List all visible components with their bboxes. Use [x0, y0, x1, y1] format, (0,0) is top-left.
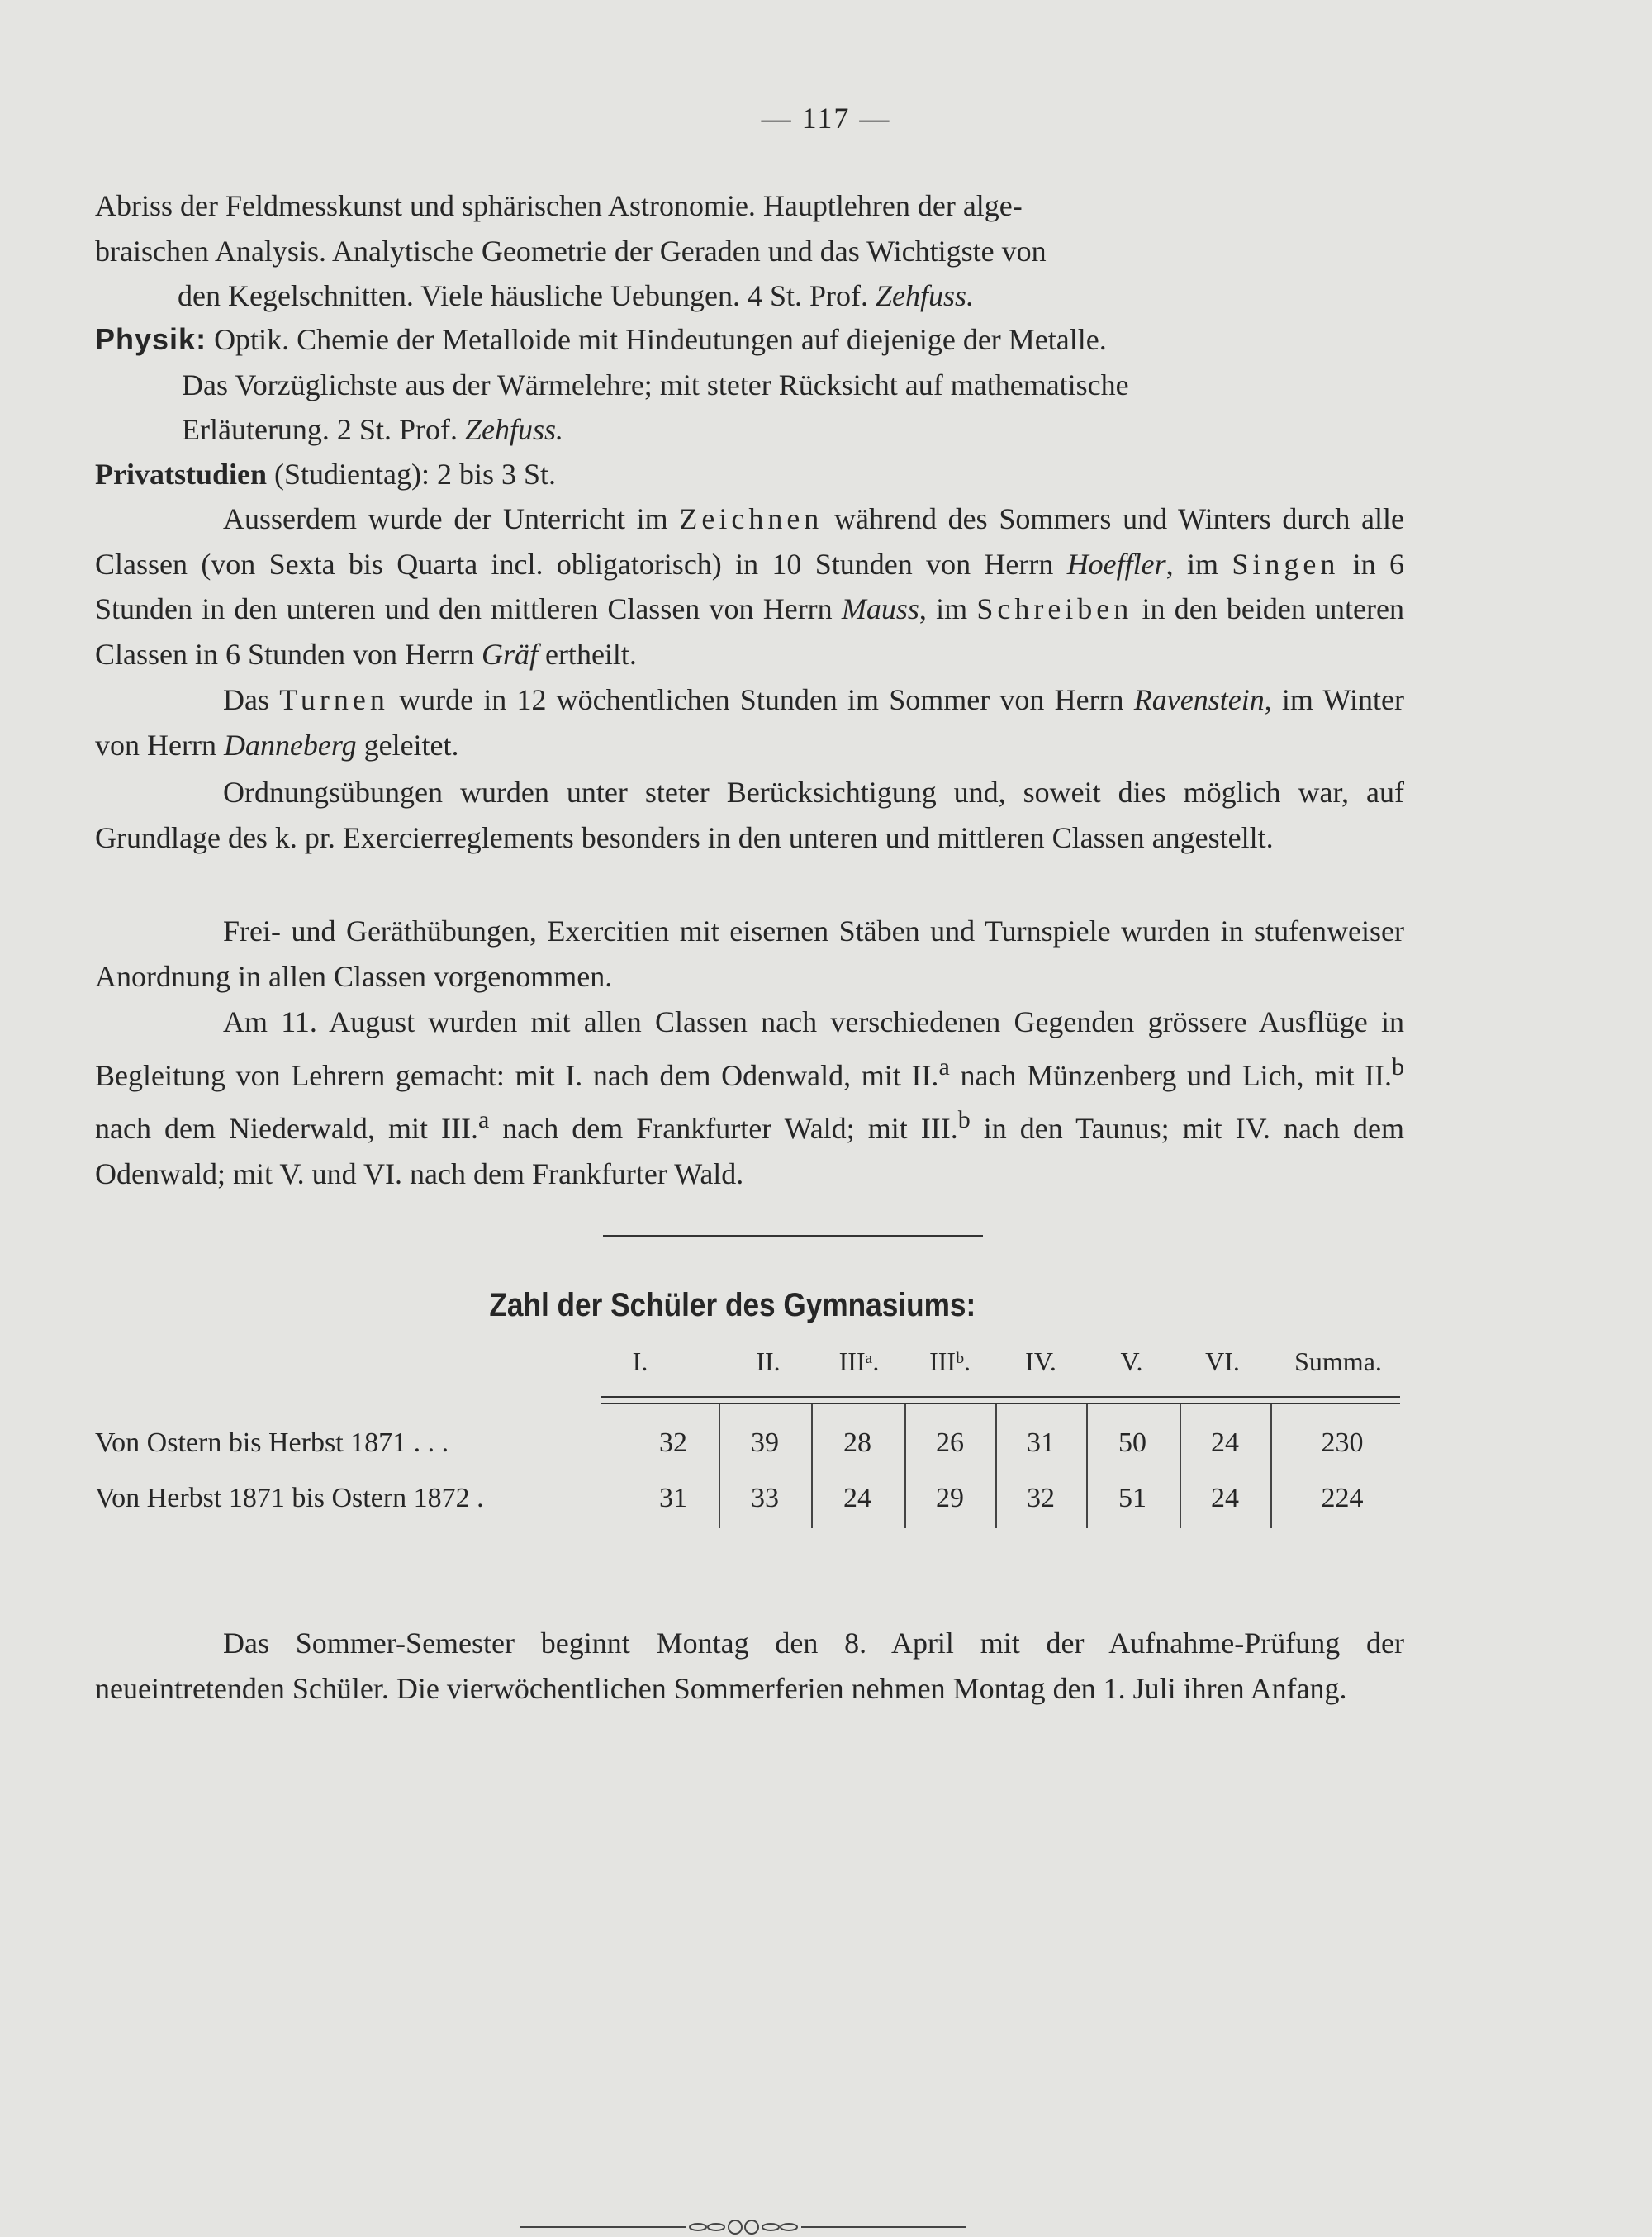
table-cell: 51 [1118, 1483, 1146, 1513]
table-cell: 32 [659, 1427, 687, 1458]
text: in den beiden unteren Classen in 6 Stunden von Herrn [95, 592, 1404, 671]
table-cell: 31 [659, 1483, 687, 1513]
teacher-name: Ravenstein [1133, 683, 1265, 716]
superscript: a [938, 1052, 950, 1081]
column-header: IV. [1025, 1346, 1056, 1376]
math-line-1: Abriss der Feldmesskunst und sphärischen Astronomie. Hauptlehren der alge- [95, 189, 1023, 222]
table-cell: 24 [843, 1483, 871, 1513]
table-cell: 29 [936, 1483, 964, 1513]
turnen-paragraph [95, 677, 1404, 767]
privat-text: (Studientag): 2 bis 3 St. [267, 458, 557, 491]
privat-paragraph [95, 452, 1404, 497]
physik-line-3: Erläuterung. 2 St. Prof. [182, 413, 465, 446]
table-cell: 50 [1118, 1427, 1146, 1458]
table-row-label: Von Herbst 1871 bis Ostern 1872 . [95, 1483, 484, 1513]
table-cell-total: 230 [1321, 1427, 1364, 1458]
table-cell: 31 [1027, 1427, 1055, 1458]
table-cell: 33 [751, 1483, 779, 1513]
text: nach dem Frankfurter Wald; mit III. [489, 1112, 958, 1145]
physik-label: Physik: [95, 322, 207, 356]
column-divider [1270, 1404, 1272, 1528]
text: nach Münzenberg und Lich, mit II. [949, 1058, 1392, 1092]
frei-paragraph: Frei- und Geräthübungen, Exercitien mit eisernen Stäben und Turnspiele wurden in stufenweiser Anordnung in allen Classen vorgenommen. [95, 914, 1404, 993]
superscript: b [1392, 1052, 1404, 1081]
column-header: IIIᵃ. [838, 1346, 880, 1376]
ornament-divider [520, 2217, 966, 2237]
table-rule-top [601, 1396, 1400, 1398]
text: , im Winter von Herrn [95, 683, 1404, 762]
teacher-name: Mauss [841, 592, 919, 625]
table-cell: 24 [1211, 1483, 1239, 1513]
section-divider [603, 1235, 983, 1237]
table-cell: 26 [936, 1427, 964, 1458]
teacher-name: Danneberg [223, 728, 357, 762]
privat-label: Privatstudien [95, 458, 268, 491]
text: Das [223, 683, 280, 716]
math-line-2: braischen Analysis. Analytische Geometrie der Geraden und das Wichtigste von [95, 234, 1047, 268]
teacher-name: Hoeffler [1066, 547, 1166, 581]
text: geleitet. [356, 728, 459, 762]
text: in den Taunus; mit IV. nach dem Odenwald; mit V. und VI. nach dem Frankfurter Wald. [95, 1112, 1404, 1190]
superscript: a [477, 1106, 490, 1133]
zeichnen-paragraph [95, 496, 1404, 677]
spaced-word: Turnen [279, 683, 389, 716]
text: nach dem Niederwald, mit III. [95, 1112, 478, 1145]
text: Ausserdem wurde der Unterricht im [223, 502, 680, 535]
august-paragraph [95, 1000, 1404, 1196]
column-header: IIIᵇ. [929, 1346, 971, 1376]
column-header: V. [1120, 1346, 1143, 1376]
teacher-name: Zehfuss. [875, 279, 975, 312]
physik-paragraph [95, 317, 1404, 453]
table-title: Zahl der Schüler des Gymnasiums: [489, 1287, 976, 1323]
spaced-word: Singen [1232, 547, 1340, 581]
teacher-name: Gräf [481, 637, 538, 671]
table-rule-top-second [601, 1403, 1400, 1404]
text: ertheilt. [537, 637, 637, 671]
sommer-paragraph: Das Sommer-Semester beginnt Montag den 8. April mit der Aufnahme-Prüfung der neueintretenden Schüler. Die vierwöchentlichen Sommerferien nehmen Montag den 1. Juli ihren Anfang. [95, 1627, 1404, 1705]
column-header: I. [632, 1346, 648, 1376]
ordnung-paragraph: Ordnungsübungen wurden unter steter Berücksichtigung und, soweit dies möglich war, auf Grundlage des k. pr. Exercierreglements besonders in den unteren und mittleren Classen angestellt. [95, 776, 1404, 854]
column-header: VI. [1205, 1346, 1240, 1376]
text: , im [919, 592, 977, 625]
table-cell: 24 [1211, 1427, 1239, 1458]
table-cell-total: 224 [1321, 1483, 1364, 1513]
text: Am 11. August wurden mit allen Classen nach verschiedenen Gegenden grössere Ausflüge in Begleitung von Lehrern gemacht: mit I. nach dem Odenwald, mit II. [95, 1005, 1404, 1092]
table-cell: 28 [843, 1427, 871, 1458]
text: wurde in 12 wöchentlichen Stunden im Sommer von Herrn [388, 683, 1134, 716]
table-cell: 32 [1027, 1483, 1055, 1513]
text: , im [1165, 547, 1232, 581]
column-header: II. [756, 1346, 781, 1376]
teacher-name: Zehfuss. [464, 413, 563, 446]
table-cell: 39 [751, 1427, 779, 1458]
page-number: — 117 — [761, 102, 891, 135]
spaced-word: Schreiben [976, 592, 1133, 625]
text: während des Sommers und Winters durch alle Classen (von Sexta bis Quarta incl. obligatorisch) in 10 Stunden von Herrn [95, 502, 1404, 581]
superscript: b [957, 1106, 971, 1133]
math-paragraph [95, 183, 1404, 319]
spaced-word: Zeichnen [679, 502, 824, 535]
text: in 6 Stunden in den unteren und den mittleren Classen von Herrn [95, 547, 1404, 625]
physik-line-1: Optik. Chemie der Metalloide mit Hindeutungen auf diejenige der Metalle. [206, 323, 1107, 356]
physik-line-2: Das Vorzüglichste aus der Wärmelehre; mit steter Rücksicht auf mathematische [182, 368, 1129, 401]
table-row-label: Von Ostern bis Herbst 1871 . . . [95, 1427, 449, 1458]
column-header: Summa. [1294, 1346, 1382, 1376]
math-line-3: den Kegelschnitten. Viele häusliche Uebungen. 4 St. Prof. [178, 279, 876, 312]
